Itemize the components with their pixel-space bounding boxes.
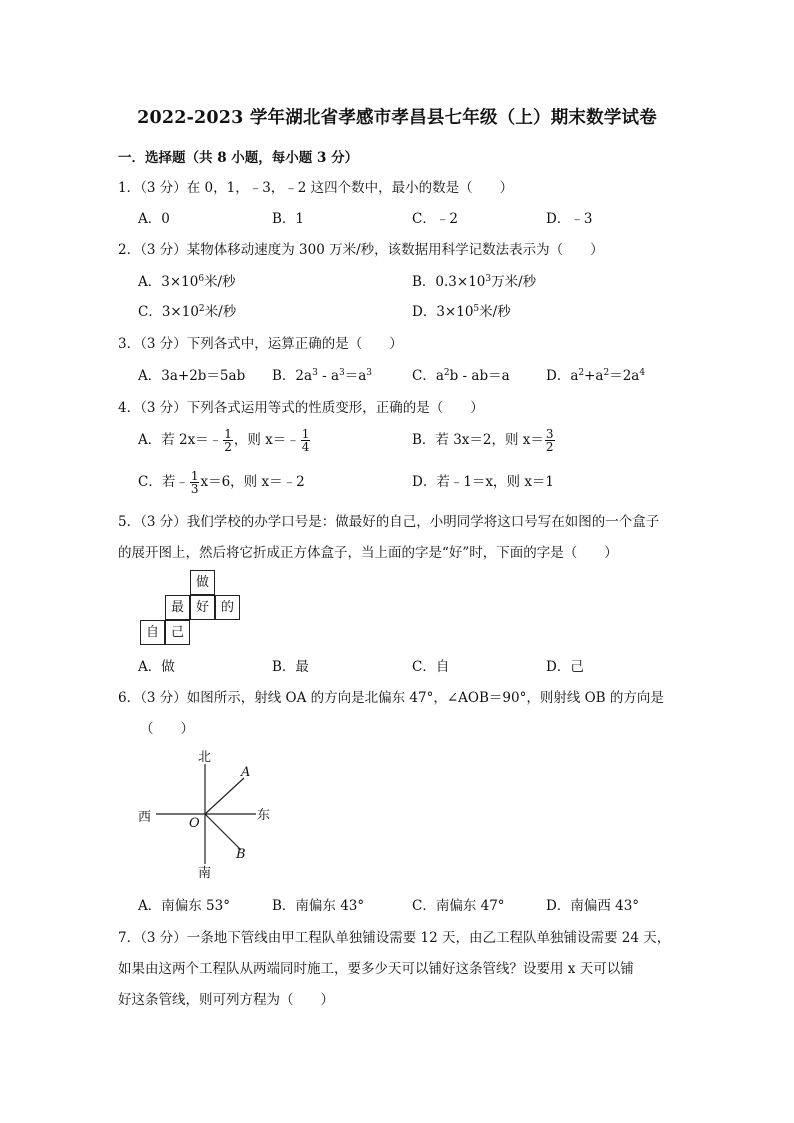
question-6-options <box>138 894 658 914</box>
option-d: D．﹣3 <box>546 211 593 227</box>
point-a-label: A <box>241 765 251 780</box>
net-cell: 做 <box>190 570 215 595</box>
option-a: A．0 <box>138 211 170 227</box>
question-7-stem-line2: 如果由这两个工程队从两端同时施工，要多少天可以铺好这条管线？设要用 x 天可以铺 <box>118 961 634 977</box>
origin-label: O <box>189 816 200 831</box>
option-a: A．南偏东 53° <box>138 898 230 914</box>
ray-ob <box>205 814 241 850</box>
option-a: A．做 <box>138 659 175 675</box>
option-b: B．1 <box>272 211 305 227</box>
option-d: D．己 <box>546 659 584 675</box>
question-7-stem-line3: 好这条管线，则可列方程为（ ） <box>118 992 334 1008</box>
option-c: C．若﹣ $\frac{1}{3}$ x＝6，则 x＝﹣2 <box>138 469 305 496</box>
question-1-stem: 1．（3 分）在 0，1，﹣3，﹣2 这四个数中，最小的数是（ ） <box>118 180 514 196</box>
option-c: C．$a^2b - ab=a$ <box>412 368 510 384</box>
option-a: A．$3\times 10^6$米/秒 <box>138 274 236 290</box>
option-a: A．3a+2b＝5ab <box>138 368 246 384</box>
question-5-stem-line1: 5．（3 分）我们学校的办学口号是：做最好的自己，小明同学将这口号写在如图的一个盒子 <box>118 514 660 530</box>
point-b-label: B <box>236 847 246 862</box>
net-cell: 最 <box>165 595 190 620</box>
north-label: 北 <box>198 750 212 765</box>
question-4-options-row1 <box>138 428 658 458</box>
option-d: D．若﹣1＝x，则 x＝1 <box>412 474 555 490</box>
net-cell: 自 <box>140 620 165 645</box>
question-4-options-row2 <box>138 470 658 500</box>
page-title: 2022-2023 学年湖北省孝感市孝昌县七年级（上）期末数学试卷 <box>137 108 657 128</box>
question-3-stem: 3．（3 分）下列各式中，运算正确的是（ ） <box>118 336 403 352</box>
compass-figure <box>130 748 280 881</box>
option-c: C．﹣2 <box>412 211 458 227</box>
option-c: C．南偏东 47° <box>412 898 505 914</box>
question-2-options-row2 <box>138 300 658 320</box>
option-d: D．$3\times 10^5$米/秒 <box>412 304 511 320</box>
question-3-options <box>138 364 658 384</box>
question-6-stem-line2: （ ） <box>140 721 194 737</box>
ray-oa <box>205 778 244 814</box>
net-cell: 好 <box>190 595 215 620</box>
question-2-options-row1 <box>138 270 658 290</box>
option-b: B．$2a^3 - a^3=a^3$ <box>272 368 373 384</box>
question-5-stem-line2: 的展开图上，然后将它折成正方体盒子，当上面的字是“好”时，下面的字是（ ） <box>118 545 618 561</box>
east-label: 东 <box>257 808 271 823</box>
option-a: A．若 2x＝﹣ $\frac{1}{2}$ ，则 x＝﹣ $\frac{1}{4}$ <box>138 427 310 454</box>
option-b: B．最 <box>272 659 309 675</box>
question-6-stem-line1: 6．（3 分）如图所示，射线 OA 的方向是北偏东 47°，∠AOB＝90°，则射线 OB 的方向是 <box>118 690 664 706</box>
option-d: D．$a^2+a^2=2a^4$ <box>546 368 646 384</box>
option-c: C．$3\times 10^2$米/秒 <box>138 304 237 320</box>
option-b: B．南偏东 43° <box>272 898 365 914</box>
section-heading: 一．选择题（共 8 小题，每小题 3 分） <box>118 150 359 166</box>
net-cell: 己 <box>165 620 190 645</box>
net-cell: 的 <box>215 595 240 620</box>
question-1-options <box>138 207 658 227</box>
option-b: B．若 3x＝2，则 x＝ $\frac{3}{2}$ <box>412 427 554 454</box>
south-label: 南 <box>198 866 212 881</box>
question-2-stem: 2．（3 分）某物体移动速度为 300 万米/秒，该数据用科学记数法表示为（ ） <box>118 242 604 258</box>
west-label: 西 <box>138 810 152 825</box>
option-b: B．$0.3\times 10^3$万米/秒 <box>412 274 537 290</box>
option-d: D．南偏西 43° <box>546 898 640 914</box>
question-5-options <box>138 655 658 675</box>
option-c: C．自 <box>412 659 450 675</box>
question-7-stem-line1: 7．（3 分）一条地下管线由甲工程队单独铺设需要 12 天，由乙工程队单独铺设需要 24 天， <box>118 930 671 946</box>
question-4-stem: 4．（3 分）下列各式运用等式的性质变形，正确的是（ ） <box>118 400 484 416</box>
